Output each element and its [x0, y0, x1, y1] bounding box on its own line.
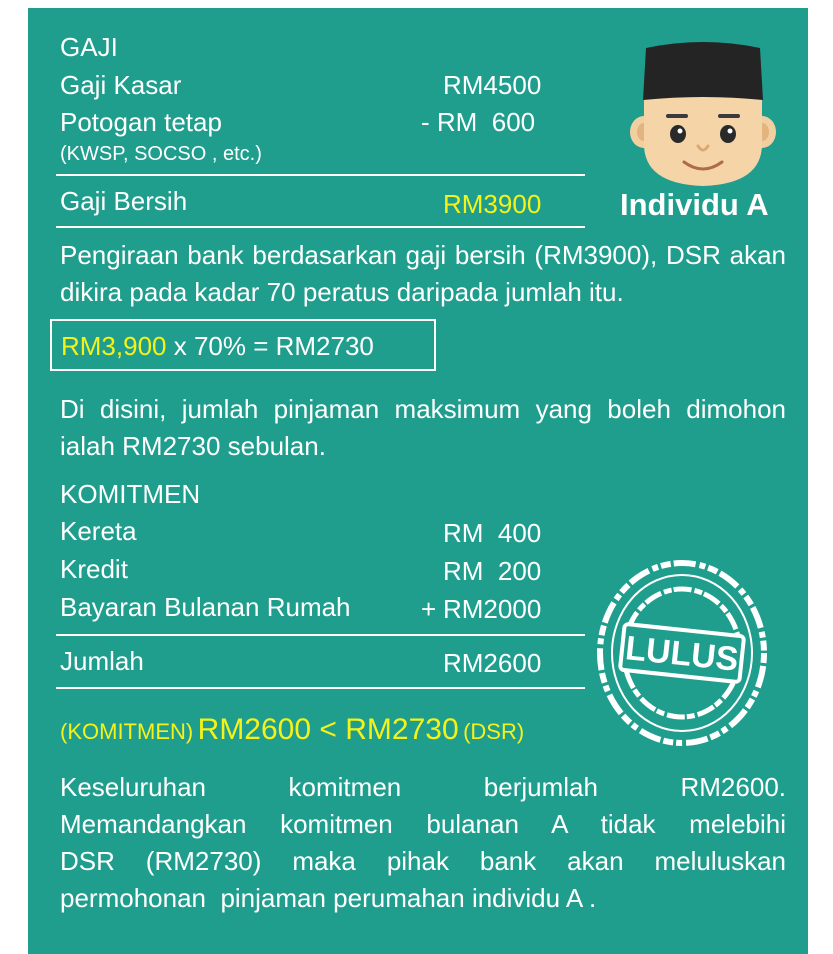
dsr-explanation: Pengiraan bank berdasarkan gaji bersih (RM3900), DSR akan dikira pada kadar 70 peratus daripada jumlah itu. [60, 240, 786, 307]
stamp-text: LULUS [623, 629, 741, 679]
komitmen-item-value: RM2000 [443, 594, 542, 624]
potongan-label: Potogan tetap [60, 107, 222, 137]
divider-komitmen-top [56, 634, 585, 636]
info-panel [28, 8, 808, 954]
komitmen-item-value: RM 200 [443, 556, 542, 586]
conclusion-line: Memandangkan komitmen bulanan A tidak melebihi [60, 809, 786, 839]
potongan-value: - RM 600 [421, 107, 536, 137]
man-with-songkok-icon [622, 34, 784, 192]
divider-komitmen-bottom [56, 687, 585, 689]
komitmen-item-label: Kereta [60, 516, 137, 546]
comparison-left-tag: (KOMITMEN) [60, 719, 194, 744]
divider-gaji-bottom [56, 226, 585, 228]
divider-gaji-top [56, 174, 585, 176]
komitmen-item-value: RM 400 [443, 518, 542, 548]
approved-stamp-icon [594, 556, 770, 750]
komitmen-heading: KOMITMEN [60, 479, 201, 509]
komitmen-item-label: Bayaran Bulanan Rumah [60, 592, 351, 622]
formula-box [50, 319, 436, 371]
komitmen-total-value: RM2600 [443, 648, 542, 678]
formula-rest: x 70% = RM2730 [166, 331, 374, 361]
gaji-kasar-label: Gaji Kasar [60, 70, 182, 100]
gaji-heading: GAJI [60, 32, 118, 62]
gaji-kasar-value: RM4500 [443, 70, 542, 100]
comparison-line [60, 715, 524, 745]
comparison-right-tag: (DSR) [463, 719, 525, 744]
formula-highlight: RM3,900 [61, 331, 167, 361]
max-loan-text: Di disini, jumlah pinjaman maksimum yang boleh dimohon ialah RM2730 sebulan. [60, 394, 786, 461]
person-label: Individu A [620, 187, 769, 222]
formula-text [61, 333, 374, 359]
komitmen-item-prefix: + [421, 594, 437, 624]
komitmen-total-label: Jumlah [60, 646, 144, 676]
conclusion-line: permohonan pinjaman perumahan individu A . [60, 883, 597, 913]
conclusion-line: DSR (RM2730) maka pihak bank akan meluluskan [60, 846, 786, 876]
gaji-bersih-label: Gaji Bersih [60, 186, 188, 216]
gaji-bersih-value: RM3900 [443, 189, 542, 219]
conclusion-line: Keseluruhan komitmen berjumlah RM2600. [60, 772, 786, 802]
komitmen-item-label: Kredit [60, 554, 128, 584]
potongan-note: (KWSP, SOCSO , etc.) [60, 143, 262, 165]
comparison-expression: RM2600 < RM2730 [197, 713, 459, 746]
